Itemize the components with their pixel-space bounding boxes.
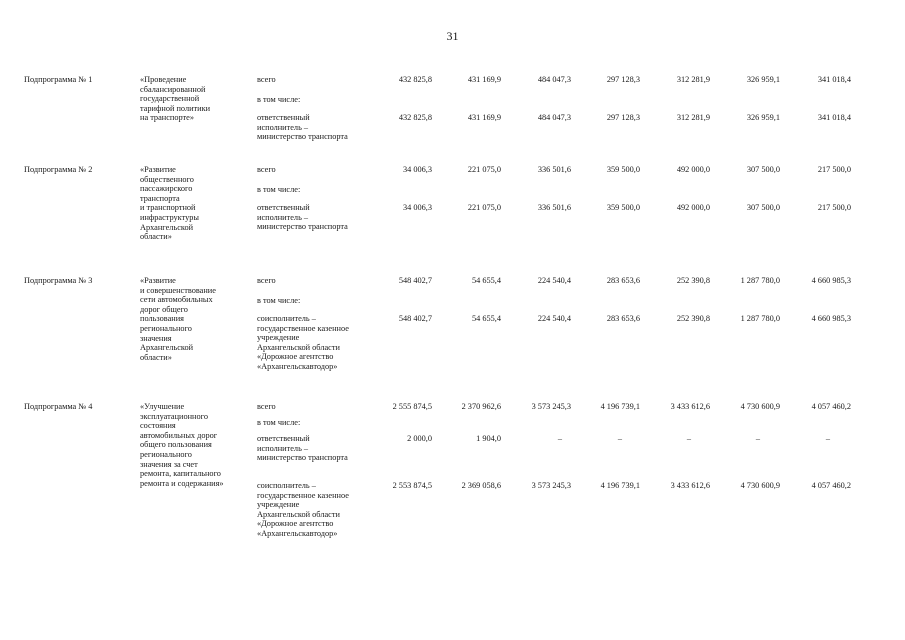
executor-name: ответственный исполнитель – министерство транспорта	[257, 434, 348, 463]
executor-value: 3 433 612,6	[670, 481, 710, 490]
total-value: 224 540,4	[537, 276, 571, 285]
executor-value: 1 287 780,0	[740, 314, 780, 323]
total-value: 54 655,4	[471, 276, 501, 285]
total-value: 326 959,1	[746, 75, 780, 84]
total-value: 359 500,0	[606, 165, 640, 174]
executor-value: 4 730 600,9	[740, 481, 780, 490]
executor-name: ответственный исполнитель – министерство транспорта	[257, 203, 348, 232]
total-label: всего	[257, 75, 276, 84]
total-value: 3 433 612,6	[670, 402, 710, 411]
executor-value: 548 402,7	[398, 314, 432, 323]
total-label: всего	[257, 165, 276, 174]
executor-value: 307 500,0	[746, 203, 780, 212]
including-label: в том числе:	[257, 418, 301, 427]
total-value: 341 018,4	[817, 75, 851, 84]
total-value: 492 000,0	[676, 165, 710, 174]
executor-value: 297 128,3	[606, 113, 640, 122]
executor-value: 4 057 460,2	[811, 481, 851, 490]
executor-value: –	[755, 434, 760, 443]
executor-value: 1 904,0	[476, 434, 501, 443]
total-label: всего	[257, 276, 276, 285]
executor-value: –	[557, 434, 562, 443]
total-value: 307 500,0	[746, 165, 780, 174]
executor-value: –	[617, 434, 622, 443]
including-label: в том числе:	[257, 95, 301, 104]
total-value: 297 128,3	[606, 75, 640, 84]
total-value: 431 169,9	[467, 75, 501, 84]
total-value: 548 402,7	[398, 276, 432, 285]
executor-value: 2 369 058,6	[461, 481, 501, 490]
executor-value: 336 501,6	[537, 203, 571, 212]
total-value: 217 500,0	[817, 165, 851, 174]
executor-value: 217 500,0	[817, 203, 851, 212]
total-value: 4 660 985,3	[811, 276, 851, 285]
executor-value: 252 390,8	[676, 314, 710, 323]
program-description: «Развитие и совершенствование сети автомобильных дорог общего пользования регионального значения Архангельской области»	[140, 276, 216, 362]
executor-value: 492 000,0	[676, 203, 710, 212]
program-name: Подпрограмма № 4	[24, 402, 93, 411]
executor-value: 54 655,4	[471, 314, 501, 323]
total-value: 4 057 460,2	[811, 402, 851, 411]
executor-value: 432 825,8	[398, 113, 432, 122]
executor-value: 34 006,3	[402, 203, 432, 212]
including-label: в том числе:	[257, 296, 301, 305]
program-description: «Развитие общественного пассажирского транспорта и транспортной инфраструктуры Архангельской области»	[140, 165, 199, 242]
executor-value: 224 540,4	[537, 314, 571, 323]
executor-value: 312 281,9	[676, 113, 710, 122]
total-value: 283 653,6	[606, 276, 640, 285]
total-value: 3 573 245,3	[531, 402, 571, 411]
total-value: 484 047,3	[537, 75, 571, 84]
total-value: 312 281,9	[676, 75, 710, 84]
total-value: 336 501,6	[537, 165, 571, 174]
page-number: 31	[446, 29, 459, 43]
executor-name: ответственный исполнитель – министерство транспорта	[257, 113, 348, 142]
total-value: 252 390,8	[676, 276, 710, 285]
total-value: 432 825,8	[398, 75, 432, 84]
executor-name: соисполнитель – государственное казенное учреждение Архангельской области «Дорожное агентство «Архангельскавтодор»	[257, 481, 349, 538]
total-value: 4 196 739,1	[600, 402, 640, 411]
including-label: в том числе:	[257, 185, 301, 194]
executor-value: –	[825, 434, 830, 443]
executor-value: 2 000,0	[407, 434, 432, 443]
executor-value: 326 959,1	[746, 113, 780, 122]
total-label: всего	[257, 402, 276, 411]
executor-value: 341 018,4	[817, 113, 851, 122]
executor-value: 359 500,0	[606, 203, 640, 212]
executor-value: 3 573 245,3	[531, 481, 571, 490]
executor-value: –	[686, 434, 691, 443]
total-value: 221 075,0	[467, 165, 501, 174]
executor-value: 4 196 739,1	[600, 481, 640, 490]
executor-value: 221 075,0	[467, 203, 501, 212]
program-description: «Проведение сбалансированной государственной тарифной политики на транспорте»	[140, 75, 211, 123]
total-value: 4 730 600,9	[740, 402, 780, 411]
program-name: Подпрограмма № 1	[24, 75, 93, 84]
total-value: 2 555 874,5	[392, 402, 432, 411]
program-name: Подпрограмма № 3	[24, 276, 93, 285]
executor-name: соисполнитель – государственное казенное учреждение Архангельской области «Дорожное агентство «Архангельскавтодор»	[257, 314, 349, 371]
executor-value: 484 047,3	[537, 113, 571, 122]
executor-value: 2 553 874,5	[392, 481, 432, 490]
executor-value: 283 653,6	[606, 314, 640, 323]
program-description: «Улучшение эксплуатационного состояния автомобильных дорог общего пользования регионального значения за счет ремонта, капитального ремонта и содержания»	[140, 402, 224, 488]
total-value: 1 287 780,0	[740, 276, 780, 285]
program-name: Подпрограмма № 2	[24, 165, 93, 174]
executor-value: 4 660 985,3	[811, 314, 851, 323]
total-value: 2 370 962,6	[461, 402, 501, 411]
total-value: 34 006,3	[402, 165, 432, 174]
executor-value: 431 169,9	[467, 113, 501, 122]
